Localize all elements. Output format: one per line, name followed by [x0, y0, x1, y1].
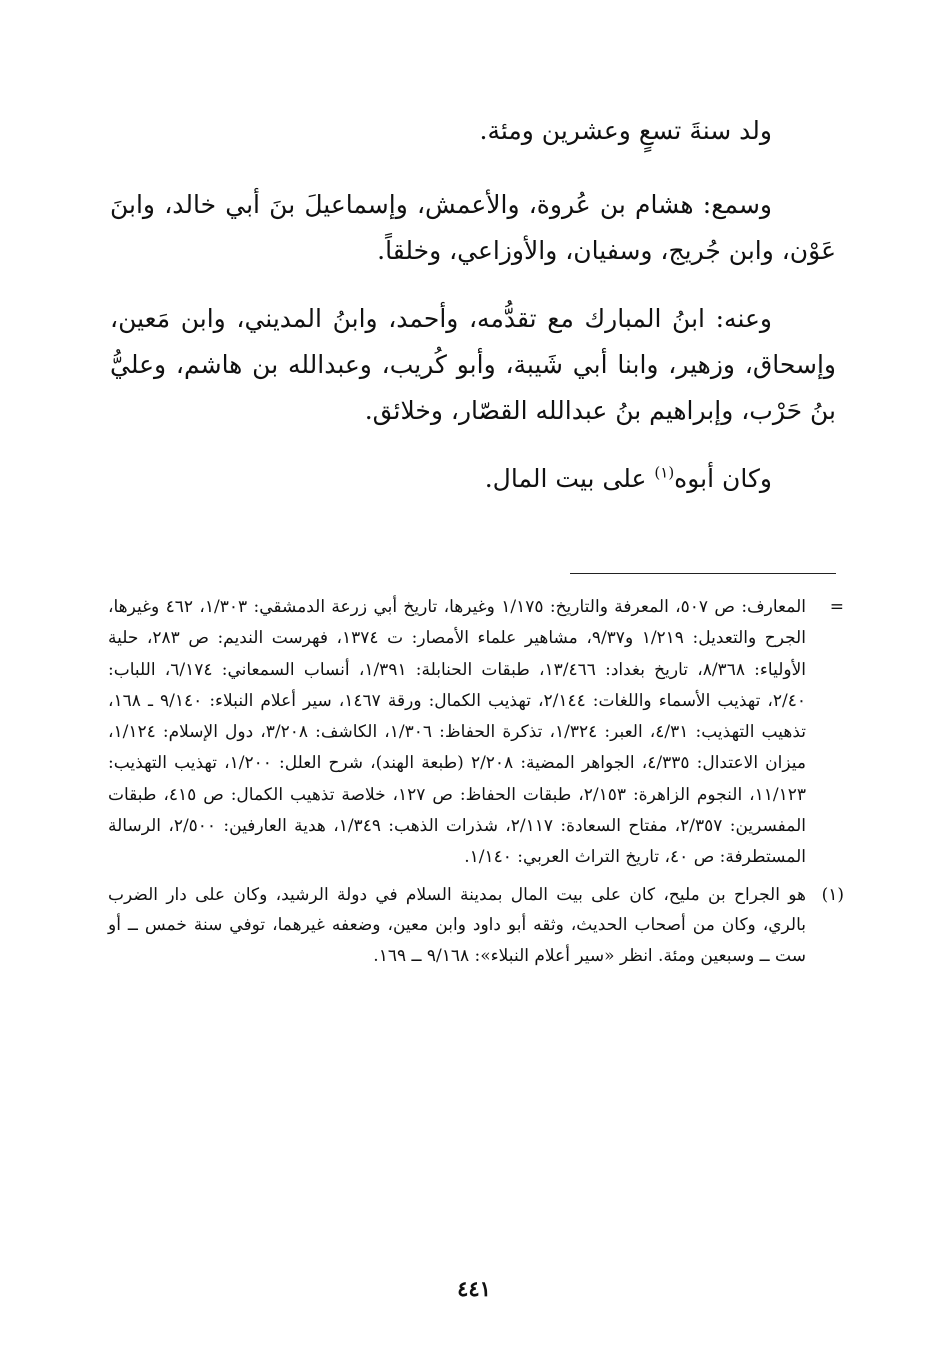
students-paragraph: وعنه: ابنُ المبارك مع تقدُّمه، وأحمد، وابنُ المديني، وابن مَعين، وإسحاق، وزهير، وابنا أبي شَيبة، وأبو كُريب، وعبدالله بن هاشم، وعليُّ بنُ حَرْب، وإبراهيم بنُ عبدالله القصّار، وخلائق. — [110, 304, 836, 425]
birth-paragraph: ولد سنةَ تسعٍ وعشرين ومئة. — [479, 116, 772, 145]
footnote-divider — [570, 573, 836, 574]
footnote-continuation — [108, 592, 844, 874]
father-paragraph — [110, 456, 836, 502]
main-text — [110, 108, 836, 524]
teachers-paragraph: وسمع: هشام بن عُروة، والأعمش، وإسماعيلَ بنَ أبي خالد، وابنَ عَوْن، وابن جُريج، وسفيان، والأوزاعي، وخلقاً. — [110, 190, 836, 265]
father-text-end: على بيت المال. — [484, 464, 655, 493]
footnote-1-marker: (١) — [821, 884, 844, 905]
footnotes — [108, 592, 844, 971]
footnote-1-text: هو الجراح بن مليح، كان على بيت المال بمدينة السلام في دولة الرشيد، وكان على دار الضرب بالري، وكان من أصحاب الحديث، وثقه أبو داود وابن معين، وضعفه غيرهما، توفي سنة خمس ــ أو ست ــ وسبعين ومئة. انظر «سير أعلام النبلاء»: ٩/١٦٨ ــ ١٦٩. — [108, 884, 806, 966]
page-number: ٤٤١ — [457, 1276, 491, 1301]
footnote-1 — [108, 880, 844, 972]
continuation-text: المعارف: ص ٥٠٧، المعرفة والتاريخ: ١/١٧٥ وغيرها، تاريخ أبي زرعة الدمشقي: ١/٣٠٣، ٤٦٢ وغيرها، الجرح والتعديل: ١/٢١٩ و٩/٣٧، مشاهير علماء الأمصار: ت ١٣٧٤، فهرست النديم: ص ٢٨٣، حلية الأولياء: ٨/٣٦٨، تاريخ بغداد: ١٣/٤٦٦، طبقات الحنابلة: ١/٣٩١، أنساب السمعاني: ٦/١٧٤، اللباب: ٢/٤٠، تهذيب الأسماء واللغات: ٢/١٤٤، تهذيب الكمال: ورقة ١٤٦٧، سير أعلام النبلاء: ٩/١٤٠ ـ ١٦٨، تذهيب التهذيب: ٤/٣١، العبر: ١/٣٢٤، تذكرة الحفاظ: ١/٣٠٦، الكاشف: ٣/٢٠٨، دول الإسلام: ١/١٢٤، ميزان الاعتدال: ٤/٣٣٥، الجواهر المضية: ٢/٢٠٨ (طبعة الهند)، شرح العلل: ١/٢٠٠، تهذيب التهذيب: ١١/١٢٣، النجوم الزاهرة: ٢/١٥٣، طبقات الحفاظ: ص ١٢٧، خلاصة تذهيب الكمال: ص ٤١٥، طبقات المفسرين: ٢/٣٥٧، مفتاح السعادة: ٢/١١٧، شذرات الذهب: ١/٣٤٩، هدية العارفين: ٢/٥٠٠، الرسالة المستطرفة: ص ٤٠، تاريخ التراث العربي: ١/١٤٠. — [108, 597, 807, 868]
continuation-marker: = — [829, 597, 844, 617]
footnote-reference[interactable]: (١) — [654, 463, 675, 482]
father-text: وكان أبوه — [674, 464, 772, 493]
